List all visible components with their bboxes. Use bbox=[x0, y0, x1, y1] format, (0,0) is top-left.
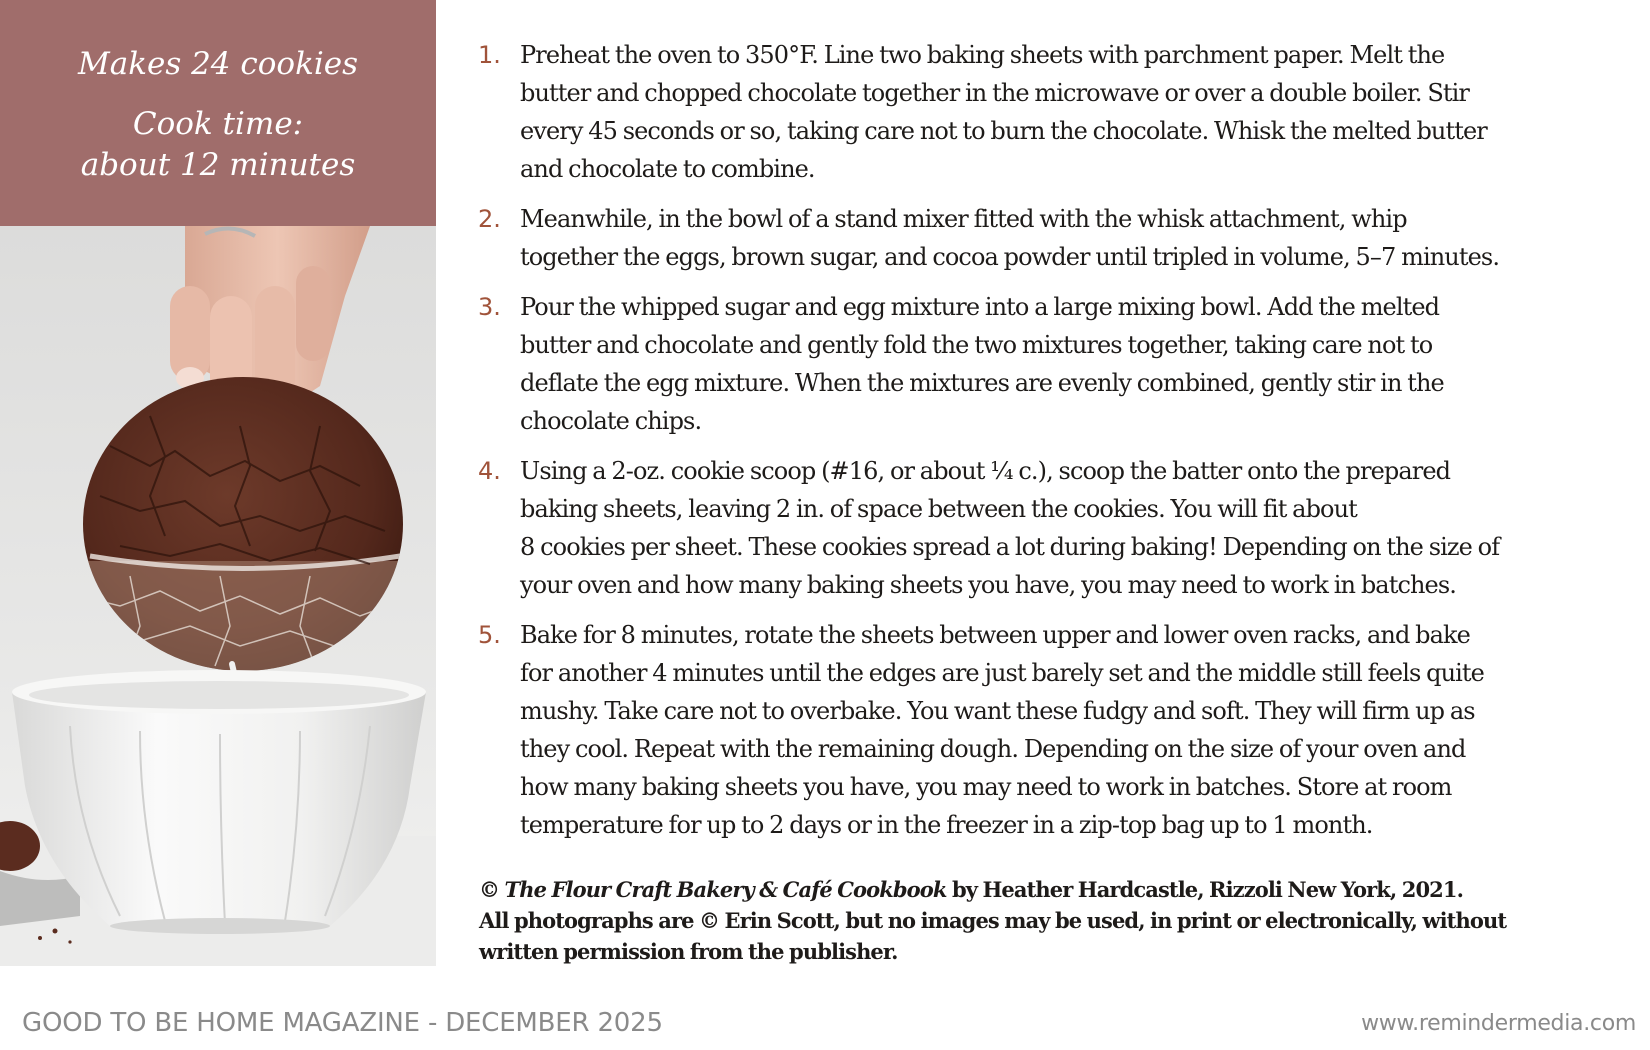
step-text-line: butter and chocolate and gently fold the two mixtures together, taking care not to bbox=[520, 331, 1433, 359]
photo-credit-line-1: All photographs are © Erin Scott, but no images may be used, in print or electronically, without bbox=[479, 908, 1507, 933]
step-text-line: Using a 2-oz. cookie scoop (#16, or about ¼ c.), scoop the batter onto the prepared bbox=[520, 457, 1451, 485]
recipe-yield: Makes 24 cookies bbox=[77, 46, 359, 82]
instruction-step bbox=[472, 452, 1640, 604]
cook-time-value: about 12 minutes bbox=[80, 147, 356, 183]
step-text-line: and chocolate to combine. bbox=[520, 155, 815, 183]
book-title: The Flour Craft Bakery & Café Cookbook bbox=[504, 877, 947, 902]
step-text-line: chocolate chips. bbox=[520, 407, 702, 435]
photo-credit-line-2: written permission from the publisher. bbox=[479, 939, 898, 964]
step-text-line: 8 cookies per sheet. These cookies spread a lot during baking! Depending on the size of bbox=[520, 533, 1500, 561]
recipe-info-box bbox=[0, 0, 436, 226]
copyright-symbol: © bbox=[479, 877, 500, 902]
step-text-line: your oven and how many baking sheets you have, you may need to work in batches. bbox=[520, 571, 1456, 599]
step-text-line: Meanwhile, in the bowl of a stand mixer fitted with the whisk attachment, whip bbox=[520, 205, 1407, 233]
cookie-photo bbox=[0, 226, 436, 966]
step-number: 1. bbox=[478, 41, 501, 69]
instruction-step bbox=[472, 200, 1640, 276]
step-text-line: for another 4 minutes until the edges are just barely set and the middle still feels quite bbox=[520, 659, 1484, 687]
book-credit-line bbox=[479, 874, 1629, 905]
step-number: 5. bbox=[478, 621, 501, 649]
credits bbox=[479, 874, 1629, 967]
magazine-footer: GOOD TO BE HOME MAGAZINE - DECEMBER 2025 bbox=[22, 1008, 663, 1038]
step-text-line: every 45 seconds or so, taking care not to burn the chocolate. Whisk the melted butter bbox=[520, 117, 1487, 145]
step-text-line: Preheat the oven to 350°F. Line two baking sheets with parchment paper. Melt the bbox=[520, 41, 1445, 69]
step-text-line: mushy. Take care not to overbake. You want these fudgy and soft. They will firm up as bbox=[520, 697, 1475, 725]
cookie-dipped-in-bowl-photo bbox=[0, 226, 436, 966]
instruction-step bbox=[472, 36, 1640, 188]
step-text-line: Bake for 8 minutes, rotate the sheets between upper and lower oven racks, and bake bbox=[520, 621, 1470, 649]
book-publisher: by Heather Hardcastle, Rizzoli New York, 2021. bbox=[951, 877, 1464, 902]
left-column bbox=[0, 0, 436, 966]
instruction-step bbox=[472, 616, 1640, 844]
step-text-line: butter and chopped chocolate together in the microwave or over a double boiler. Stir bbox=[520, 79, 1469, 107]
step-text-line: how many baking sheets you have, you may need to work in batches. Store at room bbox=[520, 773, 1452, 801]
step-text-line: Pour the whipped sugar and egg mixture into a large mixing bowl. Add the melted bbox=[520, 293, 1440, 321]
cook-time bbox=[0, 104, 436, 186]
step-text-line: temperature for up to 2 days or in the freezer in a zip-top bag up to 1 month. bbox=[520, 811, 1373, 839]
step-number: 2. bbox=[478, 205, 501, 233]
step-text-line: baking sheets, leaving 2 in. of space between the cookies. You will fit about bbox=[520, 495, 1357, 523]
cook-time-label: Cook time: bbox=[132, 106, 304, 142]
instruction-step bbox=[472, 288, 1640, 440]
step-text-line: together the eggs, brown sugar, and cocoa powder until tripled in volume, 5–7 minutes. bbox=[520, 243, 1500, 271]
website-link[interactable]: www.remindermedia.com bbox=[1361, 1011, 1636, 1036]
step-number: 3. bbox=[478, 293, 501, 321]
instructions-list bbox=[472, 36, 1640, 856]
step-text-line: they cool. Repeat with the remaining dough. Depending on the size of your oven and bbox=[520, 735, 1466, 763]
step-number: 4. bbox=[478, 457, 501, 485]
step-text-line: deflate the egg mixture. When the mixtures are evenly combined, gently stir in the bbox=[520, 369, 1444, 397]
